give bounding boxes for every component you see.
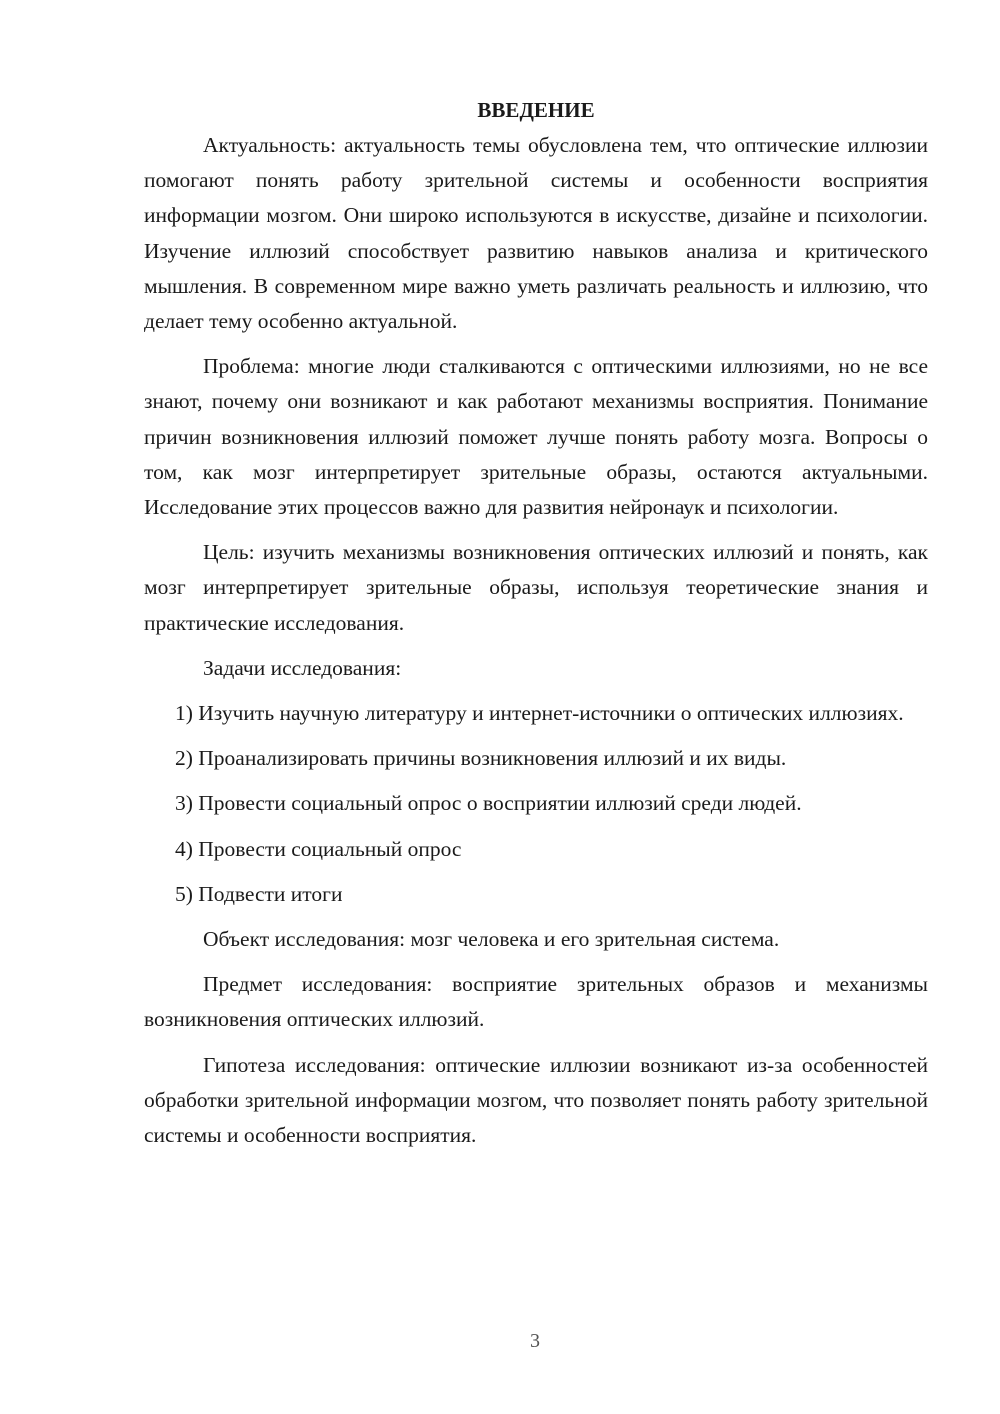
- section-title: ВВЕДЕНИЕ: [477, 98, 595, 122]
- page-number: 3: [530, 1330, 540, 1352]
- paragraph-relevance: Актуальность: актуальность темы обусловлена тем, что оптические иллюзии помогают понять работу зрительной системы и особенности восприятия информации мозгом. Они широко используются в искусстве, дизайне и психологии. Изучение иллюзий способствует развитию навыков анализа и критического мышления. В современном мире важно уметь различать реальность и иллюзию, что делает тему особенно актуальной.: [144, 133, 928, 334]
- paragraph-hypothesis: Гипотеза исследования: оптические иллюзии возникают из-за особенностей обработки зрительной информации мозгом, что позволяет понять работу зрительной системы и особенности восприятия.: [144, 1052, 928, 1148]
- task-item: 2) Проанализировать причины возникновения иллюзий и их виды.: [175, 746, 787, 771]
- task-item: 4) Провести социальный опрос: [175, 836, 462, 861]
- paragraph-problem: Проблема: многие люди сталкиваются с оптическими иллюзиями, но не все знают, почему они возникают и как работают механизмы восприятия. Понимание причин возникновения иллюзий поможет лучше понять работу мозга. Вопросы о том, как мозг интерпретирует зрительные образы, остаются актуальными. Исследование этих процессов важно для развития нейронаук и психологии.: [144, 354, 928, 520]
- paragraph-subject: Предмет исследования: восприятие зрительных образов и механизмы возникновения оптических иллюзий.: [144, 972, 928, 1032]
- page-content: [144, 92, 928, 1153]
- task-item: 3) Провести социальный опрос о восприятии иллюзий среди людей.: [175, 791, 802, 816]
- paragraph-object: Объект исследования: мозг человека и его зрительная система.: [203, 927, 780, 952]
- task-item: 5) Подвести итоги: [175, 881, 343, 906]
- tasks-heading: Задачи исследования:: [203, 655, 402, 680]
- task-item: 1) Изучить научную литературу и интернет-источники о оптических иллюзиях.: [175, 701, 904, 726]
- paragraph-goal: Цель: изучить механизмы возникновения оптических иллюзий и понять, как мозг интерпретирует зрительные образы, используя теоретические знания и практические исследования.: [144, 540, 928, 635]
